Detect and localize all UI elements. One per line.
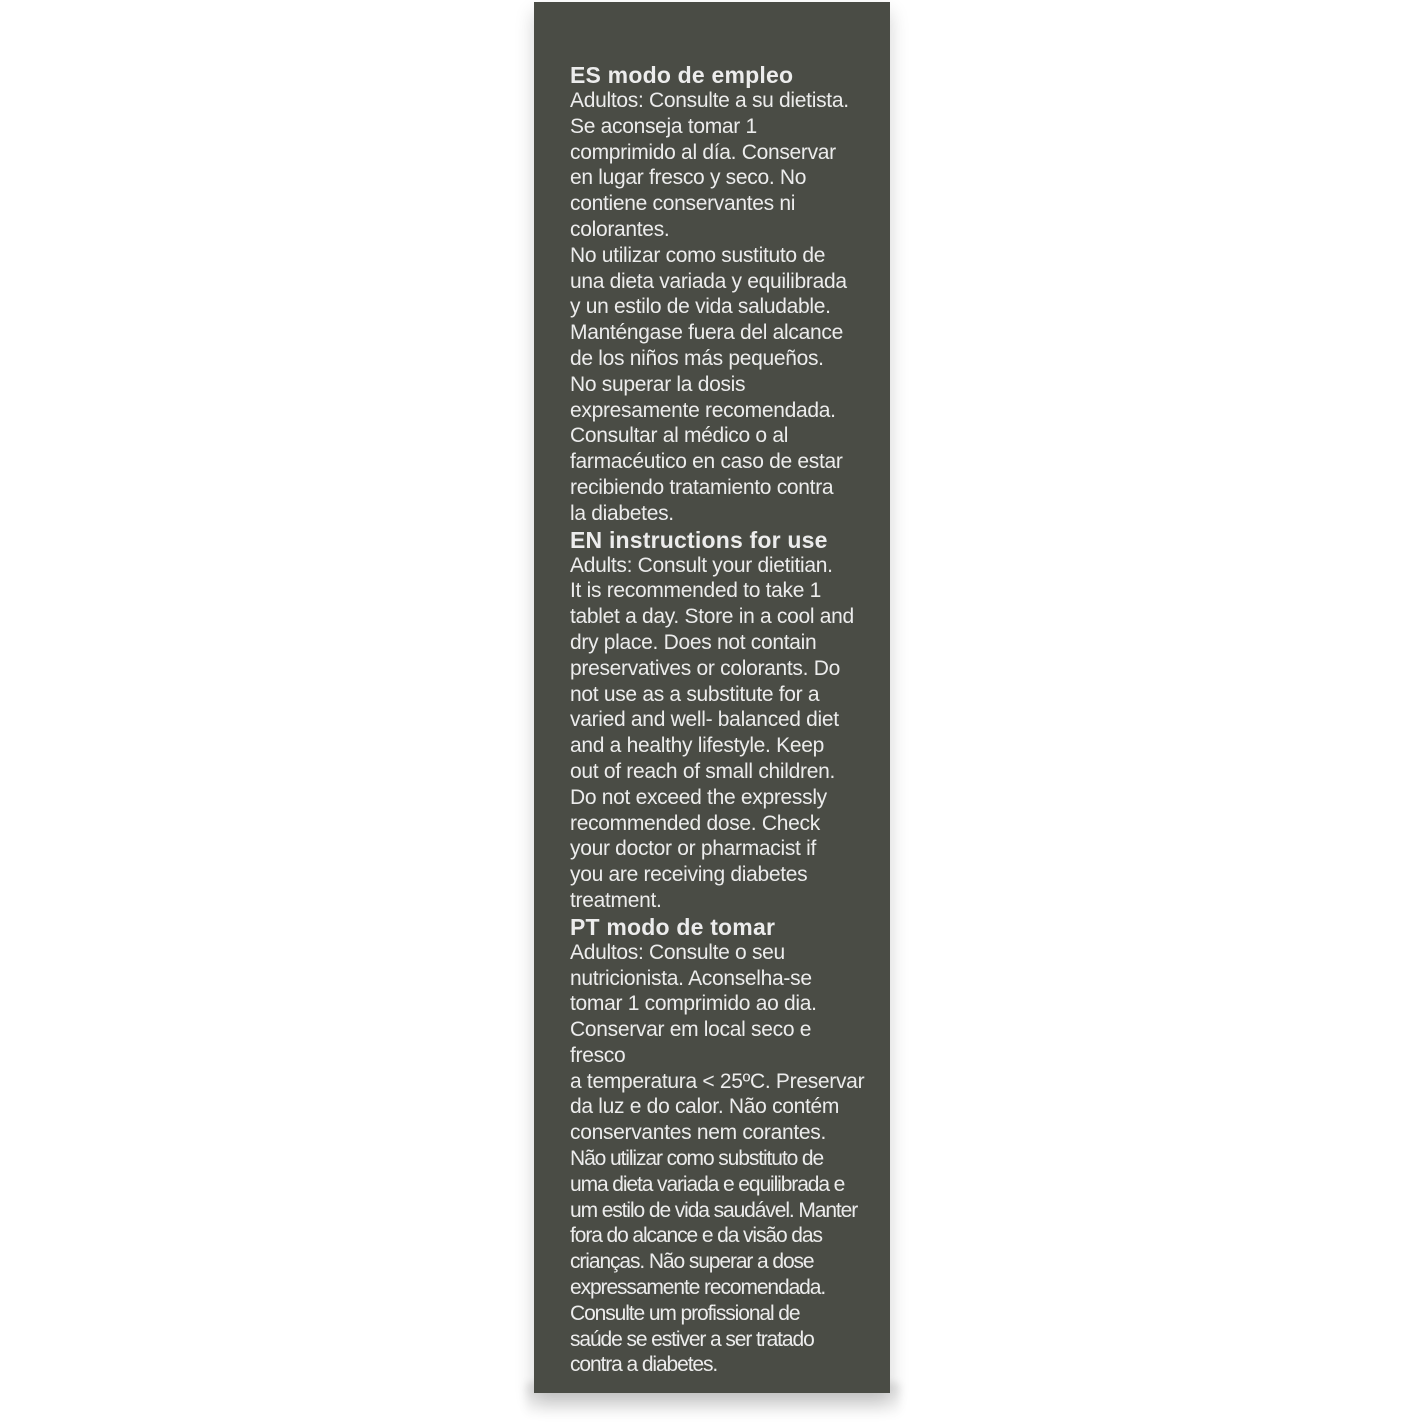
- section-en: [570, 527, 870, 914]
- en-heading: EN instructions for use: [570, 526, 828, 553]
- package-side-panel: [534, 2, 890, 1393]
- es-body: Adultos: Consulte a su dietista. Se aconseja tomar 1 comprimido al día. Conservar en lugar fresco y seco. No contiene conservantes ni colorantes. No utilizar como sustituto de una dieta variada y equilibrada y un estilo de vida saludable. Manténgase fuera del alcance de los niños más pequeños. No superar la dosis expresamente recomendada. Consultar al médico o al farmacéutico en caso de estar recibiendo tratamiento contra la diabetes.: [570, 89, 849, 525]
- section-es: [570, 62, 870, 527]
- pt-heading: PT modo de tomar: [570, 913, 776, 940]
- section-pt: [570, 914, 870, 1379]
- instructions-content: [570, 62, 870, 1378]
- pt-body-part-1: Adultos: Consulte o seu nutricionista. Aconselha-se tomar 1 comprimido ao dia. Conservar em local seco e fresco a temperatura < 25ºC. Preservar da luz e do calor. Não contém conservantes nem corantes.: [570, 940, 865, 1145]
- pt-body-part-2: Não utilizar como substituto de uma dieta variada e equilibrada e um estilo de vida saudável. Manter fora do alcance e da visão das crianças. Não superar a dose expressamente recomendada. Consulte um profissional de saúde se estiver a ser tratado contra a diabetes.: [570, 1147, 858, 1377]
- es-heading: ES modo de empleo: [570, 62, 794, 88]
- en-body: Adults: Consult your dietitian. It is recommended to take 1 tablet a day. Store in a cool and dry place. Does not contain preservatives or colorants. Do not use as a substitute for a varied and well- balanced diet and a healthy lifestyle. Keep out of reach of small children. Do not exceed the expressly recommended dose. Check your doctor or pharmacist if you are receiving diabetes treatment.: [570, 553, 854, 912]
